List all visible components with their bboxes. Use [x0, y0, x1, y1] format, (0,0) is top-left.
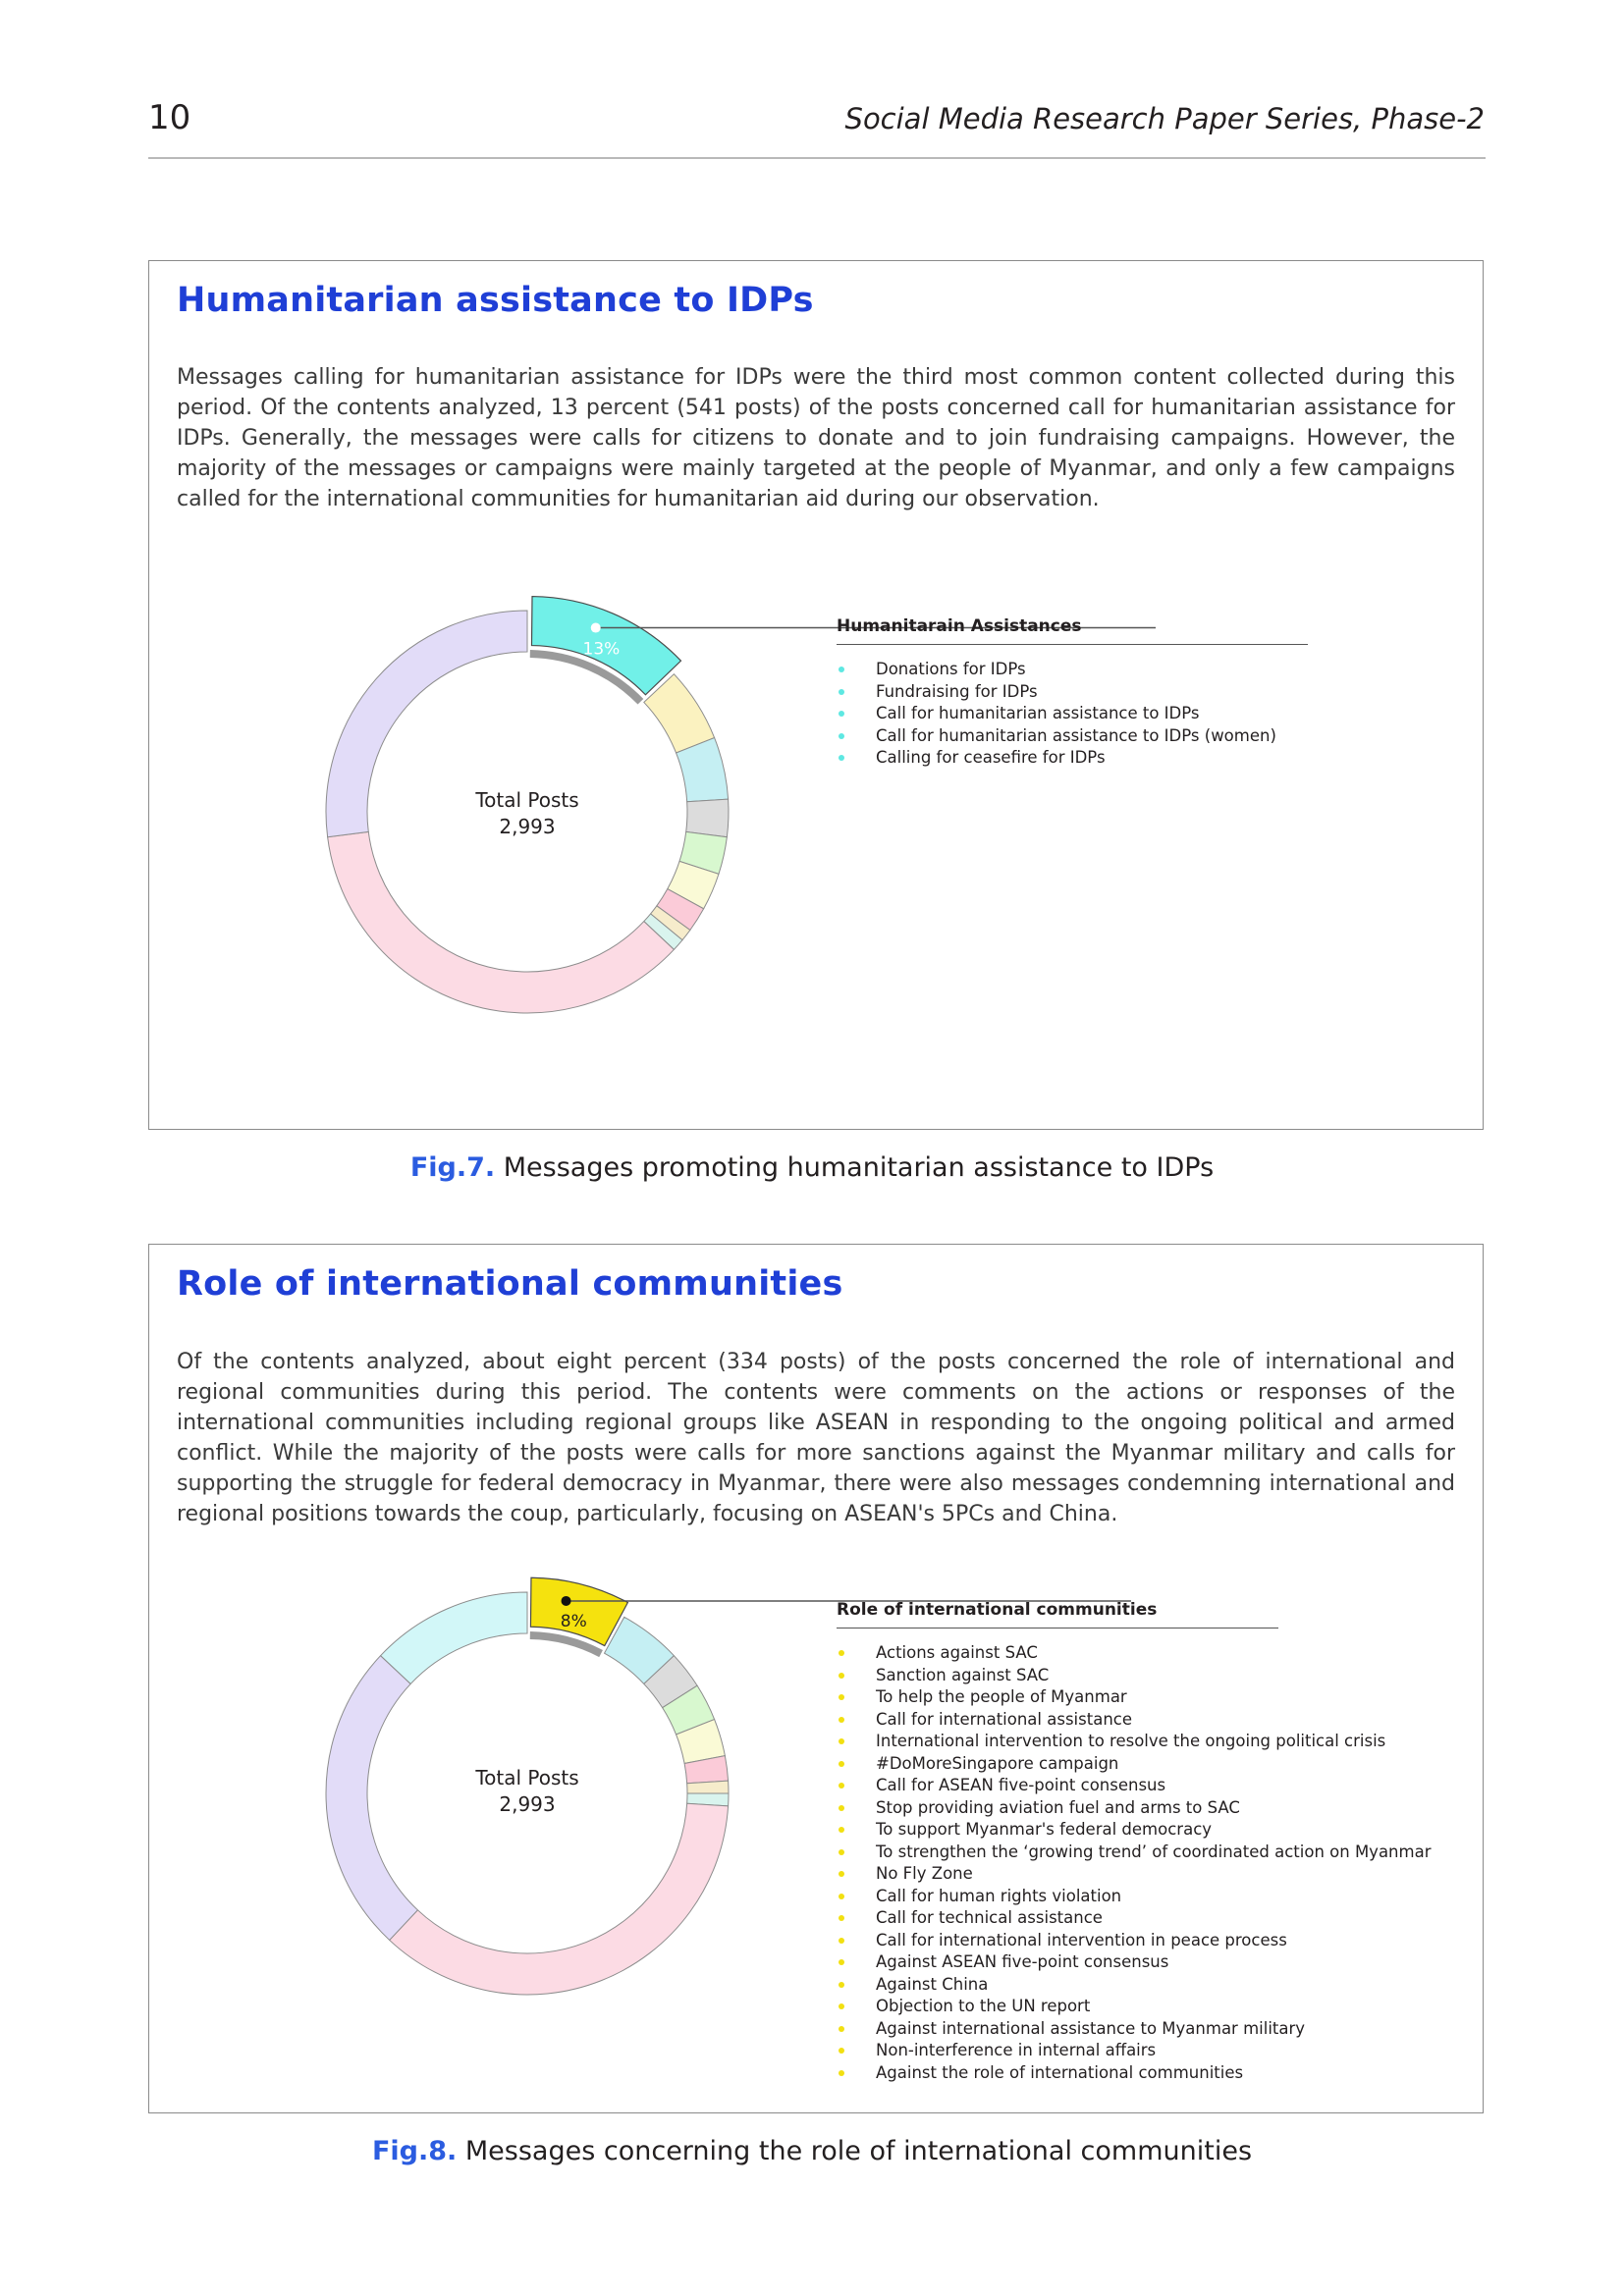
legend-dot-icon: [839, 1938, 844, 1944]
section-body: Messages calling for humanitarian assistance for IDPs were the third most common content collected during this period. Of the contents analyzed, 13 percent (541 posts) of the posts concerned call for humanitarian assistance for IDPs. Generally, the messages were calls for citizens to donate and to join fundraising campaigns. However, the majority of the messages or campaigns were mainly targeted at the people of Myanmar, and only a few campaigns called for the international communities for humanitarian aid during our observation.: [177, 365, 1455, 511]
legend-dot-icon: [839, 1673, 844, 1679]
callout-dot: [562, 1596, 571, 1606]
figure-panel-humanitarian: [148, 260, 1484, 1130]
legend-dot-icon: [839, 1959, 844, 1965]
legend-dot-icon: [839, 733, 844, 739]
legend-item-label: Call for international assistance: [876, 1709, 1132, 1729]
donut-slice: [686, 799, 729, 837]
legend-item: [837, 703, 1308, 725]
legend-item: [837, 2040, 1465, 2062]
section-title: Role of international communities: [177, 1264, 843, 1304]
legend-item: [837, 1863, 1465, 1886]
legend-divider: [837, 1628, 1278, 1629]
legend-item: [837, 1775, 1465, 1797]
legend-item: [837, 1731, 1465, 1753]
legend-divider: [837, 644, 1308, 645]
legend-dot-icon: [839, 1915, 844, 1921]
legend-item: [837, 1642, 1465, 1665]
legend-item-label: Donations for IDPs: [876, 660, 1026, 678]
legend-item: [837, 1974, 1465, 1997]
legend-dot-icon: [839, 1717, 844, 1723]
highlight-percent-label: 13%: [582, 639, 621, 660]
legend-dot-icon: [839, 2003, 844, 2009]
legend-dot-icon: [839, 2048, 844, 2054]
total-posts-value: 2,993: [499, 815, 556, 838]
legend-item-label: Actions against SAC: [876, 1643, 1038, 1662]
legend-item-label: Call for human rights violation: [876, 1886, 1122, 1905]
legend-item: [837, 1753, 1465, 1776]
legend-item: [837, 1797, 1465, 1820]
legend-item-label: Against ASEAN five-point consensus: [876, 1952, 1169, 1971]
figure-panel-international: [148, 1244, 1484, 2113]
legend-item-label: International intervention to resolve the ongoing political crisis: [876, 1732, 1386, 1750]
legend-dot-icon: [839, 2070, 844, 2076]
legend-item: [837, 1686, 1465, 1709]
figure-label: Fig.7.: [409, 1152, 496, 1183]
legend-item-label: #DoMoreSingapore campaign: [876, 1753, 1119, 1773]
legend-item: [837, 659, 1308, 681]
running-title: Social Media Research Paper Series, Phase-2: [844, 102, 1485, 135]
legend-item-label: Call for humanitarian assistance to IDPs (women): [876, 725, 1276, 745]
legend-dot-icon: [839, 1982, 844, 1988]
legend-item-label: Against China: [876, 1974, 989, 1994]
legend-title: Humanitarain Assistances: [837, 616, 1082, 636]
legend-item: [837, 2018, 1465, 2041]
legend-dot-icon: [839, 1805, 844, 1811]
legend-dot-icon: [839, 1849, 844, 1855]
legend-item: [837, 1907, 1465, 1930]
highlight-percent-label: 8%: [560, 1611, 587, 1631]
total-posts-label: Total Posts: [475, 788, 579, 812]
legend-item: [837, 1951, 1465, 1974]
section-title: Humanitarian assistance to IDPs: [177, 281, 814, 320]
legend-humanitarian: [837, 616, 1308, 770]
legend-item: [837, 1709, 1465, 1732]
donut-slice: [381, 1592, 527, 1683]
legend-item-label: Non-interference in internal affairs: [876, 2041, 1157, 2059]
legend-dot-icon: [839, 755, 844, 761]
legend-item-label: Objection to the UN report: [876, 1997, 1091, 2015]
donut-slice: [326, 1656, 417, 1941]
legend-item-label: Fundraising for IDPs: [876, 681, 1038, 701]
legend-item: [837, 681, 1308, 704]
figure-caption-text: Messages concerning the role of international communities: [464, 2136, 1253, 2166]
legend-item-label: Call for humanitarian assistance to IDPs: [876, 704, 1200, 722]
donut-slice: [390, 1803, 729, 1995]
donut-slice: [687, 1781, 729, 1793]
legend-dot-icon: [839, 689, 844, 695]
legend-item-label: Against international assistance to Myanmar military: [876, 2018, 1306, 2038]
legend-item: [837, 2062, 1465, 2085]
legend-item: [837, 1665, 1465, 1687]
donut-chart-international: [321, 1587, 733, 2000]
legend-item-label: No Fly Zone: [876, 1864, 973, 1883]
page-number: 10: [148, 98, 191, 137]
legend-dot-icon: [839, 667, 844, 672]
legend-dot-icon: [839, 1827, 844, 1833]
callout-dot: [591, 623, 601, 633]
figure-label: Fig.8.: [371, 2136, 458, 2166]
donut-chart-humanitarian: [321, 606, 733, 1018]
legend-item-label: To help the people of Myanmar: [876, 1687, 1127, 1706]
legend-item: [837, 1842, 1465, 1864]
legend-dot-icon: [839, 1894, 844, 1899]
legend-item-label: Sanction against SAC: [876, 1665, 1050, 1684]
legend-item: [837, 1886, 1465, 1908]
legend-item-label: Calling for ceasefire for IDPs: [876, 748, 1106, 767]
legend-item-label: To strengthen the ‘growing trend’ of coordinated action on Myanmar: [876, 1842, 1432, 1861]
legend-dot-icon: [839, 1761, 844, 1767]
legend-item-label: Against the role of international communities: [876, 2062, 1244, 2082]
legend-item: [837, 747, 1308, 770]
legend-item-label: Stop providing aviation fuel and arms to SAC: [876, 1797, 1240, 1817]
figure-caption-text: Messages promoting humanitarian assistance to IDPs: [503, 1152, 1215, 1183]
figure-caption-7: [0, 1152, 1624, 1183]
legend-dot-icon: [839, 1783, 844, 1789]
legend-dot-icon: [839, 1650, 844, 1656]
figure-caption-8: [0, 2136, 1624, 2166]
legend-dot-icon: [839, 1738, 844, 1744]
donut-slice: [328, 831, 675, 1013]
legend-item: [837, 1819, 1465, 1842]
total-posts-label: Total Posts: [475, 1766, 579, 1789]
legend-title: Role of international communities: [837, 1600, 1158, 1620]
legend-international: [837, 1600, 1465, 2084]
total-posts-value: 2,993: [499, 1792, 556, 1816]
legend-item-label: To support Myanmar's federal democracy: [876, 1820, 1213, 1839]
legend-dot-icon: [839, 1871, 844, 1877]
section-body: Of the contents analyzed, about eight percent (334 posts) of the posts concerned the role of international and regional communities during this period. The contents were comments on the actions or responses of the international communities including regional groups like ASEAN in responding to the ongoing political and armed conflict. While the majority of the posts were calls for more sanctions against the Myanmar military and calls for supporting the struggle for federal democracy in Myanmar, there were also messages condemning international and regional positions towards the coup, particularly, focusing on ASEAN's 5PCs and China.: [177, 1350, 1455, 1526]
legend-item: [837, 725, 1308, 748]
legend-item-label: Call for technical assistance: [876, 1908, 1103, 1927]
legend-item-label: Call for ASEAN five-point consensus: [876, 1776, 1166, 1794]
legend-dot-icon: [839, 711, 844, 717]
legend-item: [837, 1996, 1465, 2018]
header-divider: [148, 157, 1486, 159]
legend-dot-icon: [839, 1694, 844, 1700]
legend-item-label: Call for international intervention in peace process: [876, 1930, 1287, 1949]
legend-item: [837, 1930, 1465, 1952]
legend-dot-icon: [839, 2026, 844, 2032]
